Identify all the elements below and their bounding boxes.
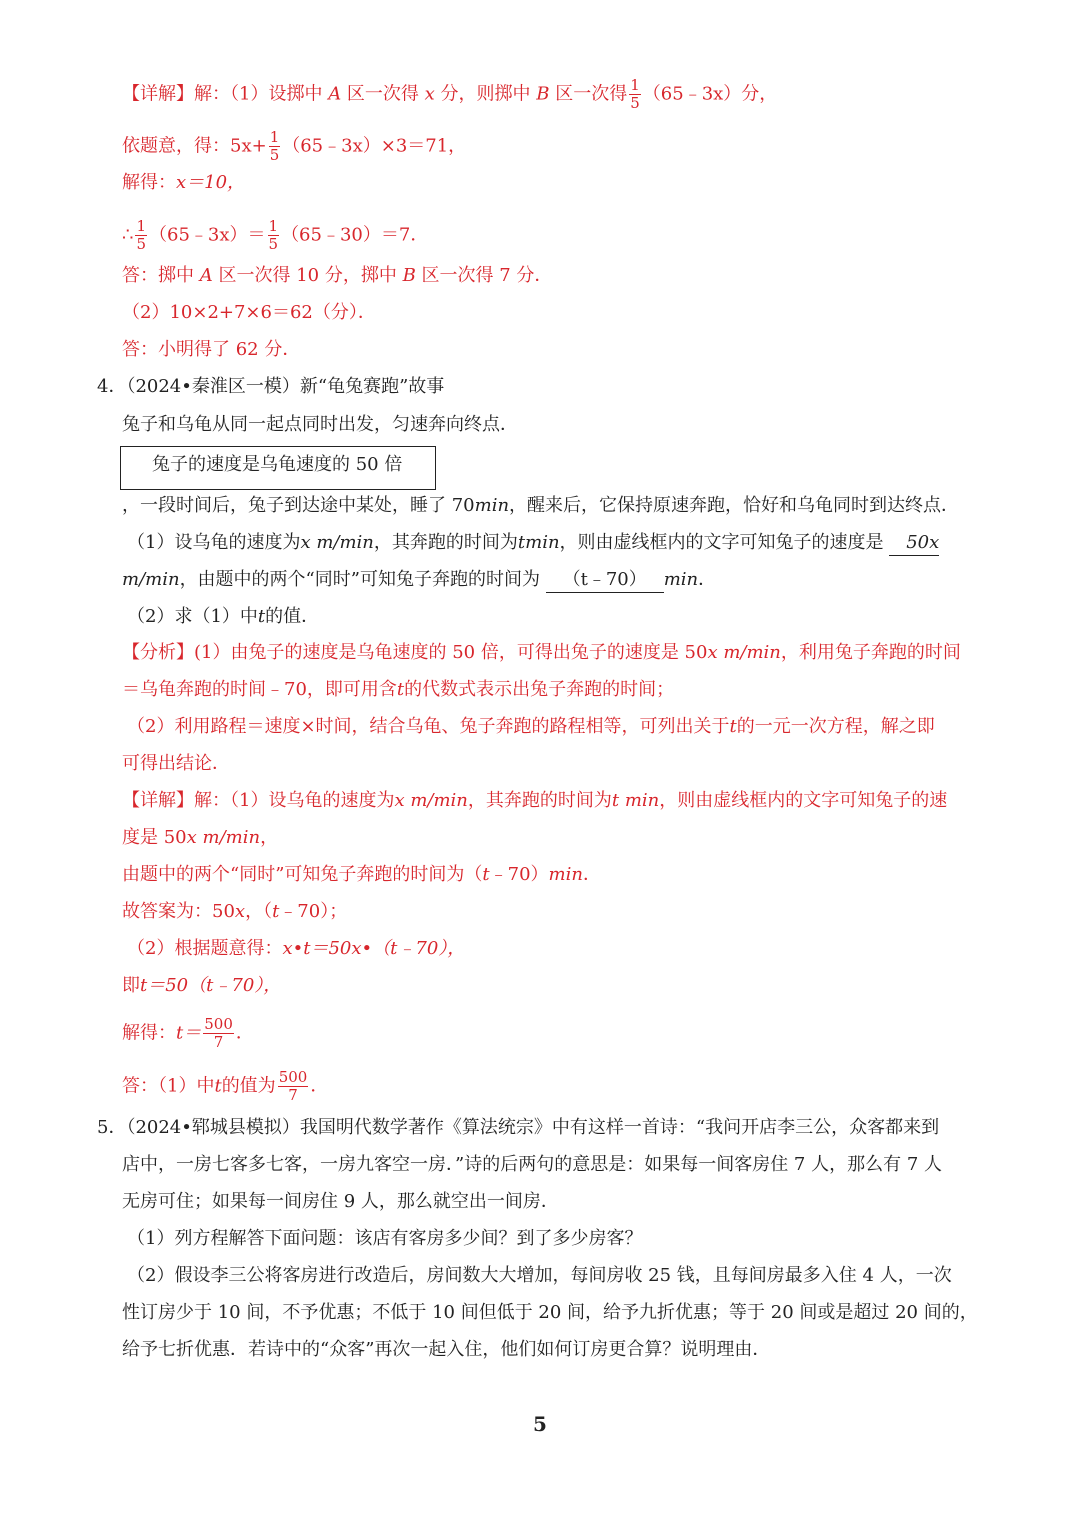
q4-part2: （2）求（1）中t的值． <box>127 606 320 627</box>
q3-detail-line-5: 答：掷中 A 区一次得 10 分，掷中 B 区一次得 7 分． <box>122 265 553 286</box>
q4-detail-line2: 度是 50x m/min， <box>122 827 279 848</box>
q4-analysis-line1: 【分析】(1）由兔子的速度是乌龟速度的 50 倍，可得出兔子的速度是 50x m/min，利用兔子奔跑的时间 <box>122 642 961 663</box>
answer-blank-2: （t﹣70） <box>546 568 664 593</box>
fraction: $\frac{500}{7}$ <box>204 1015 233 1051</box>
q5-line6: 性订房少于 10 间，不予优惠；不低于 10 间但低于 20 间，给予九折优惠；等于 20 间或是超过 20 间的， <box>122 1302 978 1323</box>
q4-title: 4．（2024•秦淮区一模）新“龟兔赛跑”故事 <box>97 376 445 397</box>
q3-detail-line-1: 【详解】解：（1）设掷中 A 区一次得 x 分，则掷中 B 区一次得 $\frac{1}{5}$ （65﹣3x）分， <box>122 76 778 112</box>
q5-line1: 5．（2024•郓城县模拟）我国明代数学著作《算法统宗》中有这样一首诗：“我问开店李三公，众客都来到 <box>97 1117 940 1138</box>
q4-detail-line3: 由题中的两个“同时”可知兔子奔跑的时间为（t﹣70）min． <box>122 864 601 885</box>
q4-detail-line4: 故答案为：50x，（t﹣70）； <box>122 901 348 922</box>
fraction: $\frac{1}{5}$ <box>268 217 279 253</box>
fraction: $\frac{1}{5}$ <box>269 128 280 164</box>
q3-detail-line-3: 解得：x＝10， <box>122 172 246 193</box>
q4-detail-line6: 即t＝50（t﹣70）， <box>122 975 282 996</box>
detail-tag: 【详解】 <box>122 790 194 811</box>
q5-line4: （1）列方程解答下面问题：该店有客房多少间？到了多少房客？ <box>127 1228 643 1249</box>
q3-detail-line-7: 答：小明得了 62 分． <box>122 339 301 360</box>
page-number: 5 <box>533 1412 547 1436</box>
q4-part1-line2: m/min，由题中的两个“同时”可知兔子奔跑的时间为 （t﹣70） min． <box>122 568 716 593</box>
fraction: $\frac{1}{5}$ <box>136 217 146 253</box>
q3-detail-line-2: 依题意，得：5x+ $\frac{1}{5}$ （65﹣3x）×3＝71， <box>122 128 467 164</box>
fraction: $\frac{500}{7}$ <box>278 1068 308 1104</box>
q4-detail-line7: 解得：t＝ $\frac{500}{7}$ ． <box>122 1015 254 1051</box>
analysis-tag: 【分析】 <box>122 642 194 663</box>
q4-detail-line1: 【详解】解：（1）设乌龟的速度为x m/min，其奔跑的时间为t min，则由虚线框内的文字可知兔子的速 <box>122 790 948 811</box>
q4-analysis-line4: 可得出结论． <box>122 753 230 774</box>
q4-detail-line8: 答：（1）中t的值为 $\frac{500}{7}$ ． <box>122 1068 329 1104</box>
q4-part1-line1: （1）设乌龟的速度为x m/min，其奔跑的时间为tmin，则由虚线框内的文字可知兔子的速度是 50x <box>127 531 939 556</box>
q5-line3: 无房可住；如果每一间房住 9 人，那么就空出一间房． <box>122 1191 559 1212</box>
q4-box-text: 兔子的速度是乌龟速度的 50 倍 <box>152 454 403 475</box>
q4-continuation: ，一段时间后，兔子到达途中某处，睡了 70min，醒来后，它保持原速奔跑，恰好和乌龟同时到达终点． <box>122 495 960 516</box>
q4-intro: 兔子和乌龟从同一起点同时出发，匀速奔向终点． <box>122 414 518 435</box>
q4-analysis-line3: （2）利用路程＝速度×时间，结合乌龟、兔子奔跑的路程相等，可列出关于t的一元一次方程，解之即 <box>127 716 935 737</box>
q5-line7: 给予七折优惠．若诗中的“众客”再次一起入住，他们如何订房更合算？说明理由． <box>122 1339 771 1360</box>
q4-analysis-line2: ＝乌龟奔跑的时间﹣70，即可用含t的代数式表示出兔子奔跑的时间； <box>122 679 675 700</box>
fraction: $\frac{1}{5}$ <box>630 76 640 112</box>
q4-detail-line5: （2）根据题意得：x•t＝50x•（t﹣70）， <box>127 938 466 959</box>
q5-line5: （2）假设李三公将客房进行改造后，房间数大大增加，每间房收 25 钱，且每间房最多入住 4 人，一次 <box>127 1265 952 1286</box>
q5-line2: 店中，一房七客多七客，一房九客空一房．”诗的后两句的意思是：如果每一间客房住 7 人，那么有 7 人 <box>122 1154 942 1175</box>
q3-detail-line-6: （2）10×2+7×6＝62（分）． <box>122 302 376 323</box>
detail-tag: 【详解】 <box>122 83 194 105</box>
q3-detail-line-4: ∴ $\frac{1}{5}$ （65﹣3x）＝ $\frac{1}{5}$ （65﹣30）＝7． <box>122 217 429 253</box>
answer-blank-1: 50x <box>889 531 939 556</box>
